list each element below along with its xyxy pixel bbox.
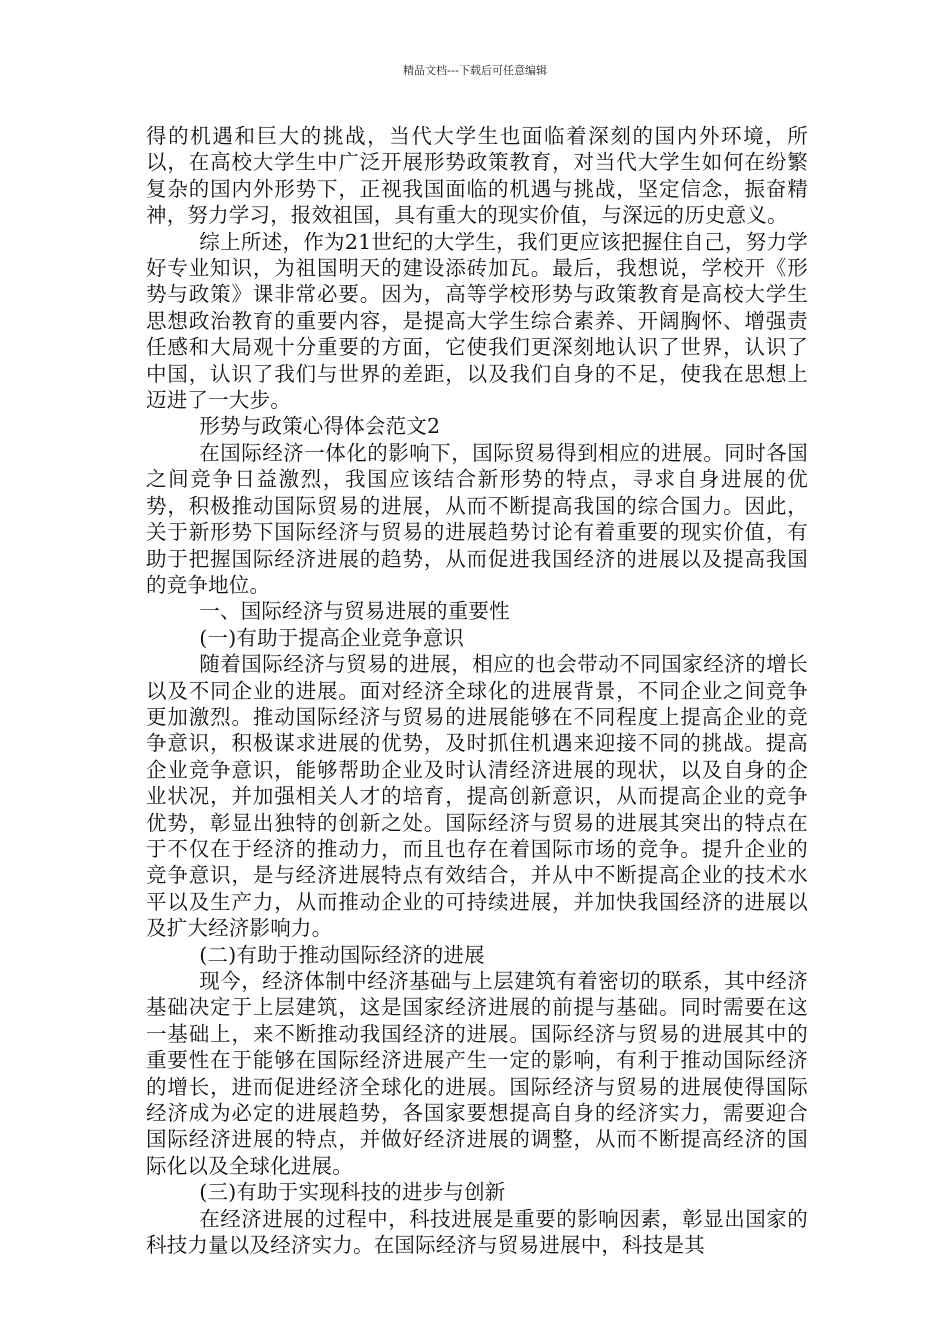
heading-subsection-2: (二)有助于推动国际经济的进展 bbox=[199, 942, 485, 967]
paragraph-summary: 综上所述，作为21世纪的大学生，我们更应该把握住自己，努力学好专业知识，为祖国明天的建设添砖加瓦。最后，我想说，学校开《形势与政策》课非常必要。因为，高等学校形势与政策教育是高校大学生思想政治教育的重要内容，是提高大学生综合素养、开阔胸怀、增强责任感和大局观十分重要的方面，它使我们更深刻地认识了世界，认识了中国，认识了我们与世界的差距，以及我们自身的不足，使我在思想上迈进了一大步。 bbox=[146, 229, 808, 413]
paragraph-competition: 随着国际经济与贸易的进展，相应的也会带动不同国家经济的增长以及不同企业的进展。面对经济全球化的进展背景，不同企业之间竞争更加激烈。推动国际经济与贸易的进展能够在不同程度上提高企业的竞争意识，积极谋求进展的优势，及时抓住机遇来迎接不同的挑战。提高企业竞争意识，能够帮助企业及时认清经济进展的现状，以及自身的企业状况，并加强相关人才的培育，提高创新意识，从而提高企业的竞争优势，彰显出独特的创新之处。国际经济与贸易的进展其突出的特点在于不仅在于经济的推动力，而且也存在着国际市场的竞争。提升企业的竞争意识，是与经济进展特点有效结合，并从中不断提高企业的技术水平以及生产力，从而推动企业的可持续进展，并加快我国经济的进展以及扩大经济影响力。 bbox=[146, 652, 808, 941]
paragraph-intro: 在国际经济一体化的影响下，国际贸易得到相应的进展。同时各国之间竞争日益激烈，我国应该结合新形势的特点，寻求自身进展的优势，积极推动国际贸易的进展，从而不断提高我国的综合国力。因此，关于新形势下国际经济与贸易的进展趋势讨论有着重要的现实价值，有助于把握国际经济进展的趋势，从而促进我国经济的进展以及提高我国的竞争地位。 bbox=[146, 440, 808, 597]
heading-subsection-3: (三)有助于实现科技的进步与创新 bbox=[199, 1180, 506, 1205]
document-body bbox=[146, 123, 808, 1258]
heading-subsection-1: (一)有助于提高企业竞争意识 bbox=[199, 625, 465, 650]
paragraph-technology: 在经济进展的过程中，科技进展是重要的影响因素，彰显出国家的科技力量以及经济实力。在国际经济与贸易进展中，科技是其 bbox=[146, 1206, 808, 1258]
paragraph-economy: 现今，经济体制中经济基础与上层建筑有着密切的联系，其中经济基础决定于上层建筑，这是国家经济进展的前提与基础。同时需要在这一基础上，来不断推动我国经济的进展。国际经济与贸易的进展其中的重要性在于能够在国际经济进展产生一定的影响，有利于推动国际经济的增长，进而促进经济全球化的进展。国际经济与贸易的进展使得国际经济成为必定的进展趋势，各国家要想提高自身的经济实力，需要迎合国际经济进展的特点，并做好经济进展的调整，从而不断提高经济的国际化以及全球化进展。 bbox=[146, 969, 808, 1178]
heading-level1: 一、国际经济与贸易进展的重要性 bbox=[199, 599, 510, 624]
paragraph-continuation: 得的机遇和巨大的挑战，当代大学生也面临着深刻的国内外环境，所以，在高校大学生中广泛开展形势政策教育，对当代大学生如何在纷繁复杂的国内外形势下，正视我国面临的机遇与挑战，坚定信念，振奋精神，努力学习，报效祖国，具有重大的现实价值，与深远的历史意义。 bbox=[146, 124, 808, 228]
section-title: 形势与政策心得体会范文2 bbox=[199, 414, 441, 439]
page-header: 精品文档---下载后可任意编辑 bbox=[403, 64, 547, 77]
